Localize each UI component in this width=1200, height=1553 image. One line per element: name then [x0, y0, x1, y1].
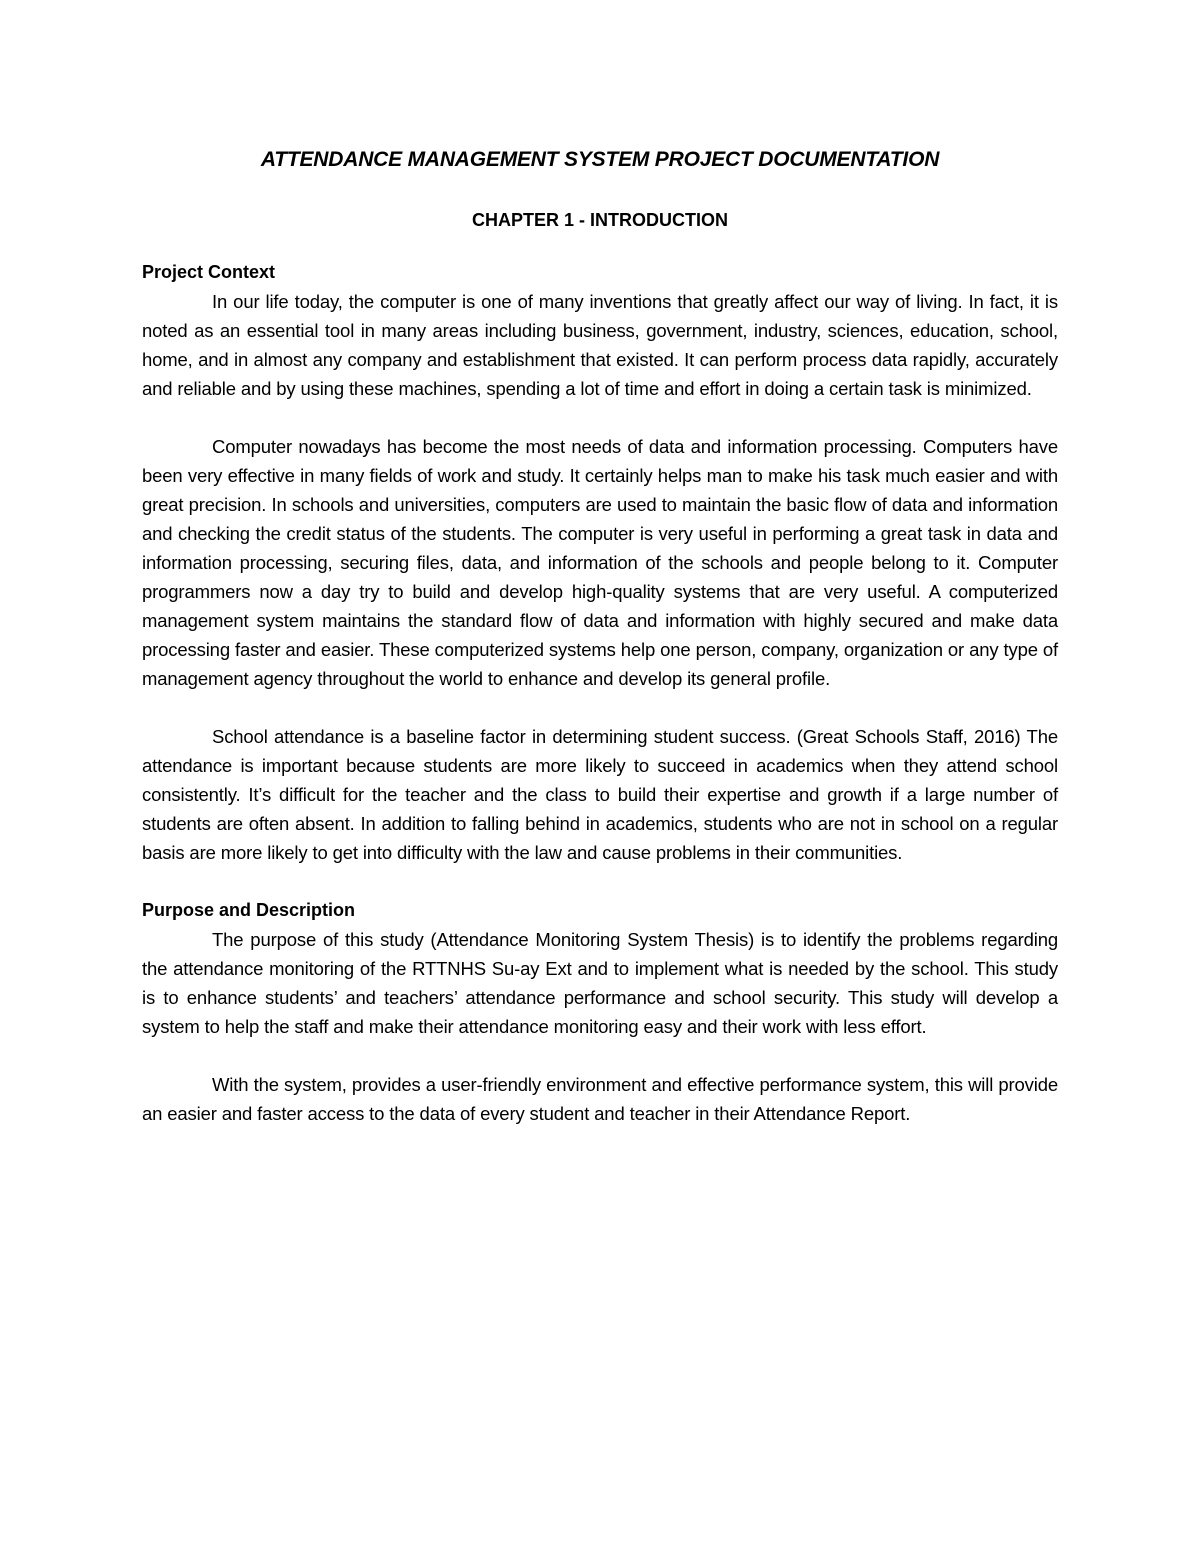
paragraph: The purpose of this study (Attendance Monitoring System Thesis) is to identify the problems regarding the attendance monitoring of the RTTNHS Su-ay Ext and to implement what is needed by the school. This study is to enhance students’ and teachers’ attendance performance and school security. This study will develop a system to help the staff and make their attendance monitoring easy and their work with less effort.: [142, 929, 1058, 1037]
section-heading: Purpose and Description: [142, 900, 356, 920]
chapter-title: CHAPTER 1 - INTRODUCTION: [472, 210, 728, 230]
paragraph: School attendance is a baseline factor in determining student success. (Great Schools Staff, 2016) The attendance is important because students are more likely to succeed in academics when they attend school consistently. It’s difficult for the teacher and the class to build their expertise and growth if a large number of students are often absent. In addition to falling behind in academics, students who are not in school on a regular basis are more likely to get into difficulty with the law and cause problems in their communities.: [142, 726, 1058, 863]
section-project-context: [142, 258, 1058, 867]
paragraph: In our life today, the computer is one of many inventions that greatly affect our way of living. In fact, it is noted as an essential tool in many areas including business, government, industry, sciences, education, school, home, and in almost any company and establishment that existed. It can perform process data rapidly, accurately and reliable and by using these machines, spending a lot of time and effort in doing a certain task is minimized.: [142, 291, 1058, 399]
section-purpose-and-description: [142, 896, 1058, 1128]
document-body: [142, 146, 1058, 1157]
paragraph: With the system, provides a user-friendly environment and effective performance system, this will provide an easier and faster access to the data of every student and teacher in their Attendance Report.: [142, 1074, 1058, 1124]
paragraph: Computer nowadays has become the most needs of data and information processing. Computers have been very effective in many fields of work and study. It certainly helps man to make his task much easier and with great precision. In schools and universities, computers are used to maintain the basic flow of data and information and checking the credit status of the students. The computer is very useful in performing a great task in data and information processing, securing files, data, and information of the schools and people belong to it. Computer programmers now a day try to build and develop high-quality systems that are very useful. A computerized management system maintains the standard flow of data and information with highly secured and make data processing faster and easier. These computerized systems help one person, company, organization or any type of management agency throughout the world to enhance and develop its general profile.: [142, 436, 1058, 689]
document-title: ATTENDANCE MANAGEMENT SYSTEM PROJECT DOCUMENTATION: [260, 148, 940, 171]
section-heading: Project Context: [142, 262, 276, 282]
